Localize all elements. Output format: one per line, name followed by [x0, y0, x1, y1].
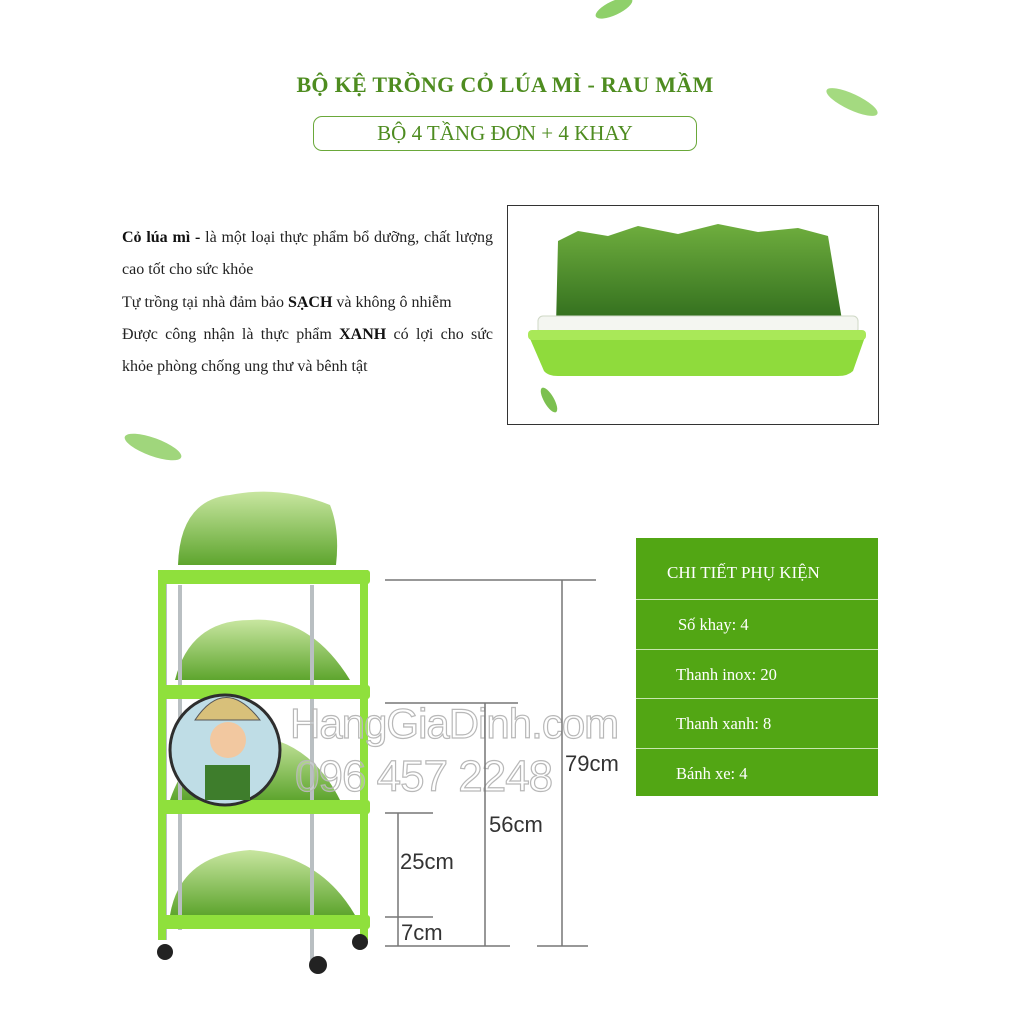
desc-bold: XANH [339, 325, 387, 343]
desc-text: và không ô nhiễm [332, 293, 452, 311]
spec-row: Số khay: 4 [636, 600, 878, 650]
dim-tier: 25cm [400, 849, 454, 874]
dim-total: 79cm [565, 751, 619, 776]
spec-row: Bánh xe: 4 [676, 763, 748, 783]
dim-base: 7cm [401, 920, 443, 945]
subtitle-badge: BỘ 4 TẦNG ĐƠN + 4 KHAY [313, 116, 697, 151]
spec-table [636, 538, 878, 796]
desc-text: Tự trồng tại nhà đảm bảo [122, 293, 288, 311]
spec-title: CHI TIẾT PHỤ KIỆN [636, 538, 878, 600]
desc-bold: Cỏ lúa mì - [122, 229, 201, 246]
desc-text: Được công nhận là thực phẩm [122, 325, 340, 343]
spec-row: Thanh inox: 20 [636, 650, 878, 700]
page-title: BỘ KỆ TRỒNG CỎ LÚA MÌ - RAU MẦM [296, 72, 714, 97]
desc-bold: SẠCH [287, 293, 333, 311]
watermark-site: HangGiaDinh.com [290, 700, 619, 747]
desc-text: có lợi cho sức khỏe phòng chống ung thư và bênh tật [122, 325, 493, 376]
dim-mid: 56cm [489, 812, 543, 837]
spec-row: Thanh xanh: 8 [636, 699, 878, 749]
watermark-phone: 096 457 2248 [295, 752, 553, 801]
desc-text: là một loại thực phẩm bổ dưỡng, chất lượng cao tốt cho sức khỏe [122, 229, 493, 279]
